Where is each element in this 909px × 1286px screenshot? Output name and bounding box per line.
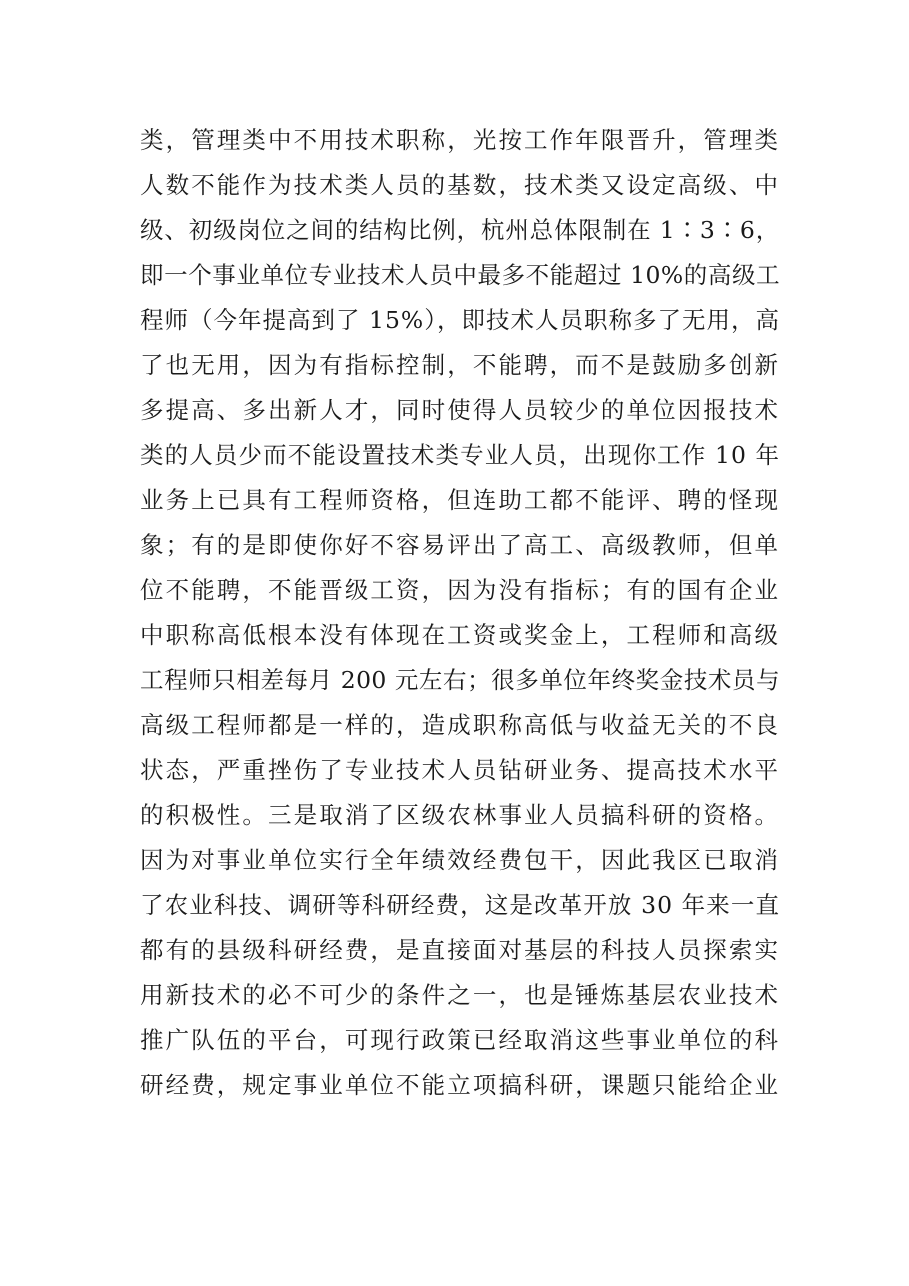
text-line: 因为对事业单位实行全年绩效经费包干，因此我区已取消 [140, 846, 780, 874]
text-line: 推广队伍的平台，可现行政策已经取消这些事业单位的科 [140, 1026, 780, 1054]
text-line: 类，管理类中不用技术职称，光按工作年限晋升，管理类 [140, 126, 780, 154]
text-line: 工程师只相差每月 200 元左右；很多单位年终奖金技术员与 [140, 666, 780, 694]
text-line: 业务上已具有工程师资格，但连助工都不能评、聘的怪现 [140, 486, 780, 514]
text-line: 的积极性。三是取消了区级农林事业人员搞科研的资格。 [140, 801, 780, 829]
text-line: 了农业科技、调研等科研经费，这是改革开放 30 年来一直 [140, 891, 780, 919]
text-line: 程师（今年提高到了 15%），即技术人员职称多了无用，高 [140, 306, 780, 334]
text-line: 人数不能作为技术类人员的基数，技术类又设定高级、中 [140, 171, 780, 199]
text-line: 中职称高低根本没有体现在工资或奖金上，工程师和高级 [140, 621, 780, 649]
text-line: 多提高、多出新人才，同时使得人员较少的单位因报技术 [140, 396, 780, 424]
text-line: 即一个事业单位专业技术人员中最多不能超过 10%的高级工 [140, 261, 780, 289]
text-line: 高级工程师都是一样的，造成职称高低与收益无关的不良 [140, 711, 780, 739]
text-line: 级、初级岗位之间的结构比例，杭州总体限制在 1∶3∶6， [140, 216, 780, 244]
text-line: 都有的县级科研经费，是直接面对基层的科技人员探索实 [140, 936, 780, 964]
text-line: 类的人员少而不能设置技术类专业人员，出现你工作 10 年 [140, 441, 780, 469]
text-line: 了也无用，因为有指标控制，不能聘，而不是鼓励多创新 [140, 351, 780, 379]
text-line: 用新技术的必不可少的条件之一，也是锤炼基层农业技术 [140, 981, 780, 1009]
body-text [140, 118, 780, 1108]
text-line: 研经费，规定事业单位不能立项搞科研，课题只能给企业 [140, 1071, 780, 1099]
text-line: 象；有的是即使你好不容易评出了高工、高级教师，但单 [140, 531, 780, 559]
text-line: 状态，严重挫伤了专业技术人员钻研业务、提高技术水平 [140, 756, 780, 784]
text-line: 位不能聘，不能晋级工资，因为没有指标；有的国有企业 [140, 576, 780, 604]
